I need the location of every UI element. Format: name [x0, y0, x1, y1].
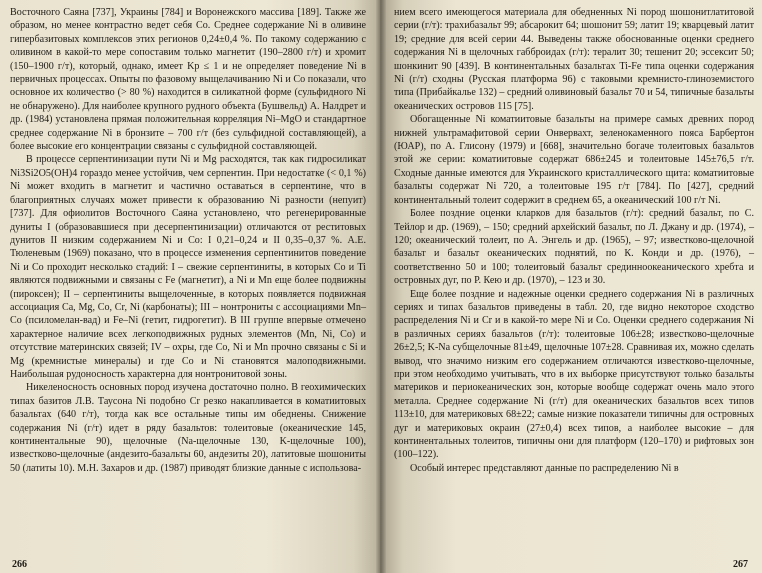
left-page [0, 0, 380, 573]
left-paragraph-1: Восточного Саяна [737], Украины [784] и Воронежского массива [189]. Также же образом, но менее контрастно ведет себя Co. Среднее содержание Ni в оливине гипербазитовых комплексов этих регионов 0,24±0,4 %. По такому содержанию с оливином в какой-то мере сопоставим только магнетит (190–2800 г/т) и хромит (150–1900 г/т), который, однако, имеет Kp ≤ 1 и не определяет поведение Ni в первичных процессах. Опыты по фазовому выщелачиванию Ni и Co показали, что основное их количество (> 80 %) находится в силикатной форме (сульфидного Ni не обнаружено). Для наиболее крупного рудного объекта (Бушвельд) А. Налдрет и др. (1984) установлена прямая положительная корреляция Ni–MgO и стандартное среднее содержание Ni в бронзите – 700 г/т (без сульфидной составляющей), а более высокие его концентрации связаны с сульфидной составляющей. [10, 7, 366, 153]
left-paragraph-3: Никеленосность основных пород изучена достаточно полно. В геохимических типах базитов Л.В. Таусона Ni подобно Cr резко накапливается в коматиитовых базальтах (640 г/т), тогда как все остальные типы им обеднены. Снижение содержания Ni (г/т) идет в ряду базальтов: толеитовые (океанические 145, континентальные 90), щелочные (Na-щелочные 130, K-щелочные 100), известково-щелочные (андезито-базальты 60, андезиты 20), латитовые шошониты 50 (латиты 10). М.Н. Захаров и др. (1987) приводят близкие данные с использова- [10, 382, 366, 474]
left-paragraph-2: В процессе серпентинизации пути Ni и Mg расходятся, так как гидросиликат Ni3Si2O5(OH)4 гораздо менее устойчив, чем серпентин. При недостатке (< 0,1 %) Ni может входить в магнетит и частично оставаться в серпентине, что в благоприятных случаях может привести к образованию Ni разности (непуит) [737]. Для офиолитов Восточного Саяна установлено, что регенерированные дуниты I (образовавшиеся при десерпентинизации) отличаются от реститовых дунитов II низким содержанием Ni и Co: I 0,21–0,24 и II 0,35–0,37 %. А.Е. Тюленевым (1969) показано, что в процессе изменения серпентинитов поведение Ni и Co проходит несколько стадий: I – свежие серпентиниты, в которых Co и Ti являются подвижными и связаны с Fe (магнетит), а Ni и Mn еще более подвижны (пироксен); II – серпентиниты выщелоченные, в которых появляется подвижная ассоциация Ca, Mg, Co, Cr, Ni (карбонаты); III – нонтрониты с ассоциациями Mn–Co (псиломелан-вад) и Fe–Ni (гетит, гидрогетит). В III группе впервые отмечено характерное наличие всех легкоподвижных рудных элементов (Mn, Ni, Co) и отсутствие материнских связей; IV – охры, где Co, Ni и Mn прочно связаны с Si и Mg (кремнистые минералы) и где Co и Ni становятся малоподвижными. Наибольшая рудоносность характерна для нонтронитовой зоны. [10, 154, 366, 380]
book-gutter [376, 0, 386, 573]
right-paragraph-5: Особый интерес представляют данные по распределению Ni в [410, 462, 679, 474]
right-paragraph-3: Более поздние оценки кларков для базальтов (г/т): средний базальт, по С. Тейлор и др. (1969), – 150; средний архейский базальт, по Л. Джану и др. (1974), – 120; океанический толеит, по А. Энгель и др. (1965), – 97; известково-щелочной базальт и базальт океанических поднятий, по К. Конди и др. (1976), – соответственно 50 и 100; толеитовый базальт срединноокеанического хребта и островных дуг, по Р. Кею и др. (1970), – 123 и 30. [394, 208, 754, 287]
right-page [380, 0, 762, 573]
right-paragraph-1: нием всего имеющегося материала для обедненных Ni пород шошонитлатитовой серии (г/т): трахибазальт 99; абсарокит 64; шошонит 59; латит 19; кварцевый латит 19; средние для всей серии 44. Выведены также обоснованные оценки среднего содержания Ni в щелочных габброидах (г/т): тералит 30; тешенит 20; эссексит 50; шонкинит 90 [439]. В континентальных базальтах Ti-Fe типа оценки содержания Ni (г/т) сходны (Русская платформа 96) с таковыми кремнисто-глиноземистого типа (Прибайкалье 132) – средний оливиновый базальт 70 и 54, типичные базальты океанических островов 115 [75]. [394, 7, 754, 112]
right-paragraph-4: Еще более поздние и надежные оценки среднего содержания Ni в различных сериях и типах базальтов приведены в табл. 20, где видно некоторое сходство распределения Ni и Cr и в какой-то мере Ni и Co. Оценки среднего содержания Ni в различных сериях базальтов (г/т): толеитовые 106±28; известково-щелочные 26±2,5; K-Na субщелочные 81±49, щелочные 107±28. Сравнивая их, можно сделать вывод, что значимо низким его содержанием отличаются известково-щелочные, при этом необходимо учитывать, что в их выборке присутствуют только базальты материков и периокеанических зон, которые вообще содержат очень мало этого металла. Среднее содержание Ni (г/т) для океанических базальтов всех типов 113±10, для материковых 68±22; самые низкие показатели типичны для островных дуг и материковых окраин (27±0,4) всех типов, а наиболее высокие – для континентальных толеитов, типичны они для платформ (120–170) и рифтовых зон (100–122). [394, 288, 754, 461]
left-page-number: 266 [12, 559, 27, 570]
right-paragraph-2: Обогащенные Ni коматиитовые базальты на примере самых древних пород нижней ультрамафитовой серии Онвервахт, зеленокаменного пояса Барбертон (ЮАР), по А. Глисону (1979) и [668], значительно богаче толеитовых базальтов этой же серии: коматиитовые содержат 686±245 и толеитовые 145±76,5 г/т. Сходные данные имеются для Украинского кристаллического щита: коматиитовые базальты содержат Ni 720, а толеитовые 195 г/т [784]. По [427], средний континентальный толеит содержит в среднем 65, а океанический 100 г/т Ni. [394, 114, 754, 206]
right-page-number: 267 [733, 559, 748, 570]
